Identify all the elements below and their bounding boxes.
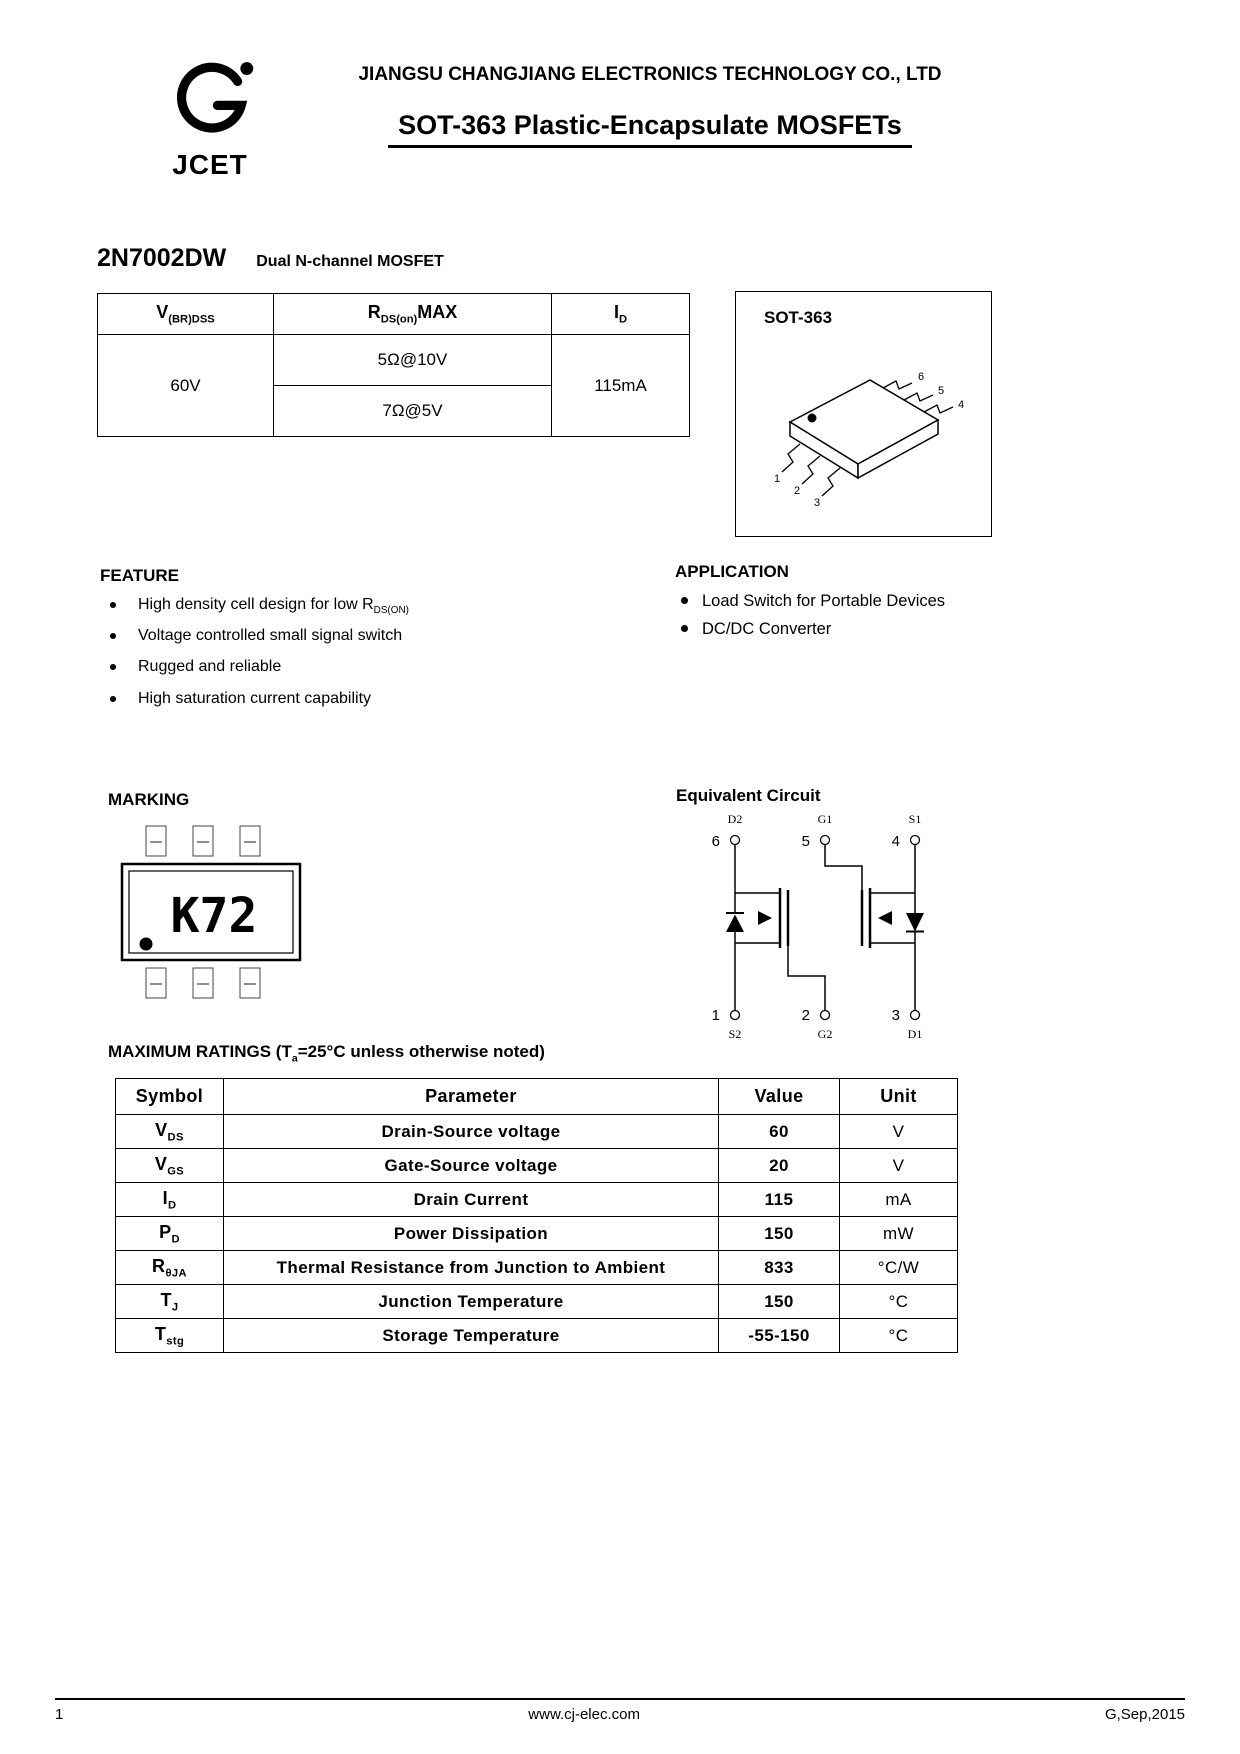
logo-g-icon: [164, 52, 256, 144]
pin-name-s1: S1: [908, 812, 922, 826]
unit-cell: V: [840, 1149, 958, 1183]
col-header-parameter: Parameter: [224, 1079, 719, 1115]
unit-cell: V: [840, 1115, 958, 1149]
bullet-icon: [681, 625, 688, 632]
application-title: APPLICATION: [675, 562, 789, 581]
max-ratings-table: [115, 1078, 958, 1353]
part-header: [97, 244, 444, 273]
ratings-header-row: [116, 1079, 958, 1115]
document-title-wrap: [250, 110, 1050, 148]
col-header-value: Value: [719, 1079, 840, 1115]
value-cell: -55-150: [719, 1319, 840, 1353]
value-cell: 60: [719, 1115, 840, 1149]
table-row: [116, 1251, 958, 1285]
pin1-dot: [808, 414, 817, 423]
symbol-cell: $V_{DS}$: [116, 1115, 224, 1149]
footer-divider: [55, 1698, 1185, 1700]
pin-num-1: 1: [711, 1007, 720, 1024]
bullet-icon: [110, 664, 116, 670]
company-name: JIANGSU CHANGJIANG ELECTRONICS TECHNOLOGY CO., LTD: [358, 64, 942, 85]
package-drawing: [738, 344, 988, 519]
footer: [55, 1706, 1185, 1723]
symbol-cell: $V_{GS}$: [116, 1149, 224, 1183]
spec-vbrdss-value: 60V: [98, 335, 274, 437]
value-cell: 833: [719, 1251, 840, 1285]
application-section: [675, 562, 1095, 648]
parameter-cell: Junction Temperature: [224, 1285, 719, 1319]
list-item: High saturation current capability: [100, 690, 600, 710]
page-number: 1: [55, 1706, 64, 1723]
pin-num-4: 4: [891, 833, 900, 850]
parameter-cell: Storage Temperature: [224, 1319, 719, 1353]
table-row: [116, 1319, 958, 1353]
marking-pin1-dot: [140, 938, 153, 951]
bullet-icon: [110, 633, 116, 639]
pin-name-g2: G2: [817, 1027, 833, 1041]
logo-text: JCET: [172, 149, 248, 180]
value-cell: 150: [719, 1217, 840, 1251]
table-row: [116, 1183, 958, 1217]
package-name: SOT-363: [764, 308, 833, 327]
value-cell: 20: [719, 1149, 840, 1183]
pin-name-d1: D1: [907, 1027, 923, 1041]
unit-cell: °C: [840, 1319, 958, 1353]
pkg-pin-1: 1: [774, 473, 781, 485]
pin-name-g1: G1: [817, 812, 833, 826]
body-diode-q2: [726, 915, 744, 933]
unit-cell: °C: [840, 1285, 958, 1319]
footer-revision: G,Sep,2015: [1104, 1706, 1185, 1723]
package-outline-box: [735, 291, 992, 537]
footer-website: www.cj-elec.com: [528, 1706, 640, 1723]
col-header-unit: Unit: [840, 1079, 958, 1115]
parameter-cell: Drain-Source voltage: [224, 1115, 719, 1149]
spec-rdson-value-1: 5Ω@10V: [274, 335, 552, 386]
pkg-pin-5: 5: [938, 385, 945, 397]
spec-row-1: [98, 335, 690, 386]
symbol-cell: $T_{stg}$: [116, 1319, 224, 1353]
pkg-pin-6: 6: [918, 371, 925, 383]
parameter-cell: Power Dissipation: [224, 1217, 719, 1251]
part-number: 2N7002DW: [97, 244, 227, 272]
table-row: [116, 1115, 958, 1149]
value-cell: 115: [719, 1183, 840, 1217]
unit-cell: mA: [840, 1183, 958, 1217]
pin-num-3: 3: [891, 1007, 900, 1024]
spec-rdson-value-2: 7Ω@5V: [274, 386, 552, 437]
pkg-pin-4: 4: [958, 399, 965, 411]
list-item: Load Switch for Portable Devices: [675, 592, 1095, 611]
symbol-cell: $R_{\theta JA}$: [116, 1251, 224, 1285]
pin-num-5: 5: [801, 833, 810, 850]
table-row: [116, 1285, 958, 1319]
marking-code: K72: [170, 888, 258, 944]
table-row: [116, 1217, 958, 1251]
mosfet-q1: [825, 845, 924, 1011]
spec-table: [97, 293, 690, 437]
table-row: [116, 1149, 958, 1183]
spec-header-row: [98, 294, 690, 335]
value-cell: 150: [719, 1285, 840, 1319]
list-item: Rugged and reliable: [100, 658, 600, 678]
body-arrow-q2: [758, 911, 772, 925]
parameter-cell: Thermal Resistance from Junction to Ambient: [224, 1251, 719, 1285]
marking-drawing: [116, 822, 306, 1012]
spec-header-vbrdss: $V_{(BR)DSS}$: [98, 294, 274, 335]
body-arrow-q1: [878, 911, 892, 925]
document-title: SOT-363 Plastic-Encapsulate MOSFETs: [388, 110, 912, 148]
pin-num-6: 6: [711, 833, 720, 850]
symbol-cell: $P_D$: [116, 1217, 224, 1251]
equivalent-circuit-title: Equivalent Circuit: [676, 786, 821, 805]
list-item: Voltage controlled small signal switch: [100, 627, 600, 647]
list-item: High density cell design for low $R_{DS(ON)}$: [100, 596, 600, 616]
parameter-cell: Gate-Source voltage: [224, 1149, 719, 1183]
equivalent-circuit-drawing: [660, 810, 1000, 1045]
spec-header-rdson: $R_{DS(on)}MAX$: [274, 294, 552, 335]
marking-title: MARKING: [108, 790, 190, 809]
bullet-icon: [110, 696, 116, 702]
pkg-pin-3: 3: [814, 497, 821, 509]
pin-name-s2: S2: [728, 1027, 742, 1041]
pin-name-d2: D2: [727, 812, 743, 826]
symbol-cell: $I_D$: [116, 1183, 224, 1217]
col-header-symbol: Symbol: [116, 1079, 224, 1115]
spec-header-id: $I_D$: [552, 294, 690, 335]
body-diode-q1: [906, 913, 924, 932]
application-list: [675, 592, 1095, 639]
pkg-pin-2: 2: [794, 485, 801, 497]
symbol-cell: $T_J$: [116, 1285, 224, 1319]
part-description: Dual N-channel MOSFET: [256, 253, 444, 270]
max-ratings-title: MAXIMUM RATINGS ($T_a=25^\circ C$ unless otherwise noted): [108, 1042, 545, 1065]
bullet-icon: [681, 597, 688, 604]
feature-title: FEATURE: [100, 566, 180, 585]
unit-cell: °C/W: [840, 1251, 958, 1285]
mosfet-q2: [726, 845, 825, 1011]
parameter-cell: Drain Current: [224, 1183, 719, 1217]
feature-list: [100, 596, 600, 710]
pin-num-2: 2: [801, 1007, 810, 1024]
spec-id-value: 115mA: [552, 335, 690, 437]
bullet-icon: [110, 602, 116, 608]
unit-cell: mW: [840, 1217, 958, 1251]
list-item: DC/DC Converter: [675, 620, 1095, 639]
feature-section: [100, 566, 600, 721]
